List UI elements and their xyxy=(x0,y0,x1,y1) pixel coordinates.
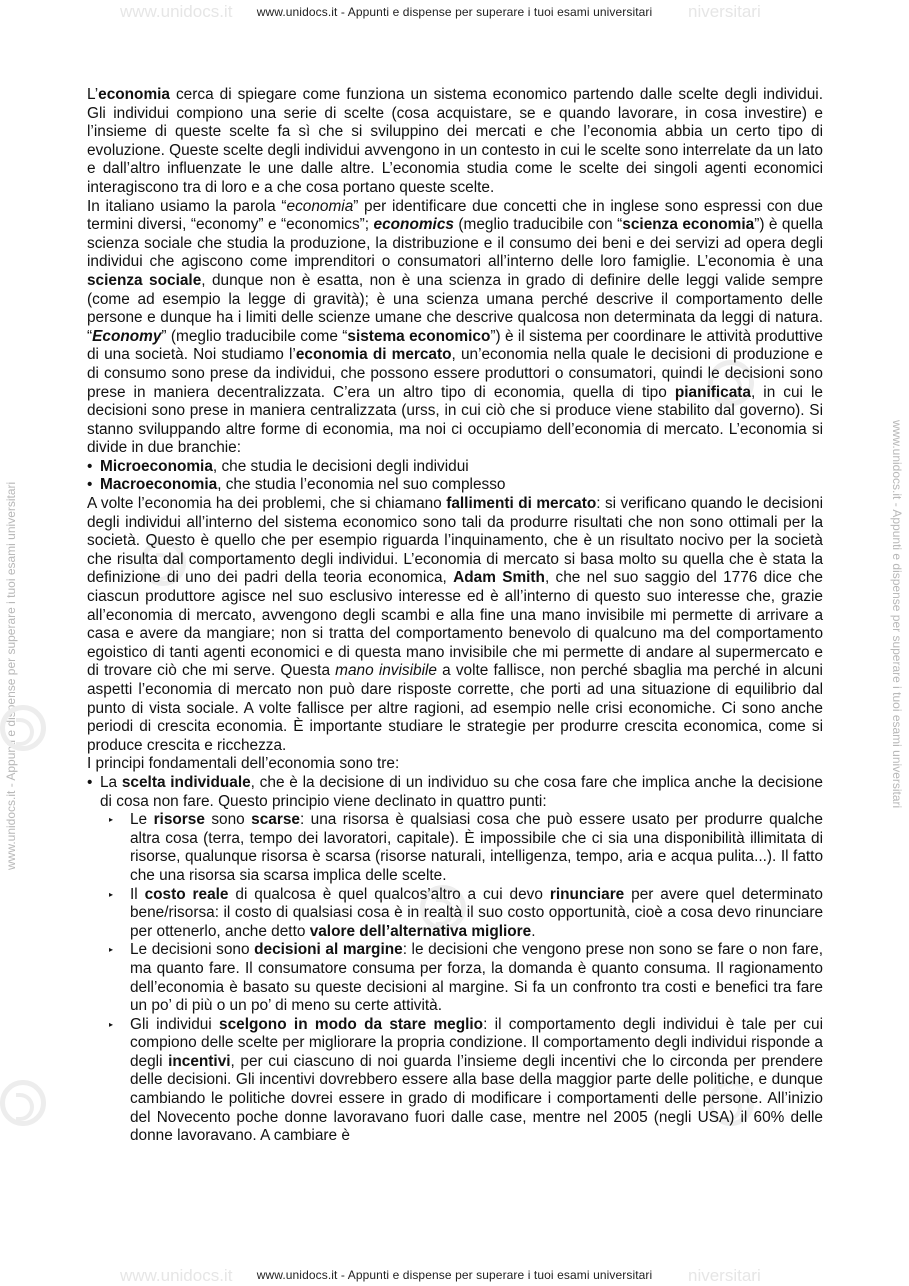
page-footer[interactable]: www.unidocs.it - Appunti e dispense per superare i tuoi esami universitari xyxy=(256,1268,653,1282)
watermark-logo-icon xyxy=(0,1080,46,1126)
watermark-ghost-text: www.unidocs.it xyxy=(120,1266,233,1285)
paragraph-principles-intro: I principi fondamentali dell’economia sono tre: xyxy=(87,755,400,773)
branches-list xyxy=(87,458,823,495)
watermark-ghost-text: www.unidocs.it xyxy=(120,2,233,21)
list-item: ▸ Le risorse sono scarse: una risorsa è qualsiasi cosa che può essere usato per produrre qualche altra cosa (terra, tempo dei lavoratori, capitale). È impossibile che ci sia una disponibilità illimitata di risorse, qualunque risorsa è scarsa (risorse naturali, intelligenza, tempo, aria e acqua pulita...). Il fatto che una risorsa sia scarsa implica delle scelte. xyxy=(100,811,823,885)
page-header[interactable]: www.unidocs.it - Appunti e dispense per superare i tuoi esami universitari xyxy=(256,5,653,19)
watermark-ghost-text: niversitari xyxy=(688,2,761,21)
list-item: ▸ Il costo reale di qualcosa è quel qualcos’altro a cui devo rinunciare per avere quel determinato bene/risorsa: il costo di qualsiasi cosa è in realtà il suo costo opportunità, cioè a cosa devo rinunciare per ottenerlo, anche detto valore dell’alternativa migliore. xyxy=(100,886,823,942)
principles-list xyxy=(87,774,823,1146)
list-item: • Macroeconomia, che studia l’economia nel suo complesso xyxy=(87,476,823,495)
list-item: ▸ Gli individui scelgono in modo da stare meglio: il comportamento degli individui è tale per cui compiono delle scelte per migliorare la propria condizione. Il comportamento degli individui risponde a degli incentivi, per cui ciascuno di noi guarda l’insieme degli incentivi che lo circonda per prendere delle decisioni. Gli incentivi dovrebbero essere alla base della maggior parte delle politiche, e dunque cambiando le politiche dovrei essere in grado di modificare i comportamenti delle persone. All’inizio del Novecento poche donne lavoravano fuori dalle case, mentre nel 2005 (negli USA) il 60% delle donne lavoravano. A cambiare è xyxy=(100,1016,823,1146)
list-item: ▸ Le decisioni sono decisioni al margine: le decisioni che vengono prese non sono se fare o non fare, ma quanto fare. Il consumatore consuma per forza, la domanda è quanto consuma. Il ragionamento dell’economia è basato su queste decisioni al margine. Si fa un confronto tra costi e benefici tra fare un po’ di più o un po’ di meno su certe attività. xyxy=(100,941,823,1015)
list-item: • Microeconomia, che studia le decisioni degli individui xyxy=(87,458,823,477)
watermark-side-text: www.unidocs.it - Appunti e dispense per superare i tuoi esami universitari xyxy=(890,420,904,809)
list-item: • La scelta individuale, che è la decisione di un individuo su che cosa fare che implica anche la decisione di cosa non fare. Questo principio viene declinato in quattro punti: ▸ Le risorse sono scarse: una risorsa è qualsiasi cosa che può essere usato per produrre qualche altra cosa (terra, tempo dei lavoratori, capitale). È impossibile che ci sia una disponibilità illimitata di risorse, qualunque risorsa è scarsa (risorse naturali, intelligenza, tempo, aria e acqua pulita...). Il fatto che una risorsa sia scarsa implica delle scelte. ▸ Il costo reale di qualcosa è quel qualcos’altro a cui devo rinunciare per avere quel determinato bene/risorsa: il costo di qualsiasi cosa è in realtà il suo costo opportunità, cioè a cosa devo rinunciare per ottenerlo, anche detto valore dell’alternativa migliore. ▸ Le decisioni sono decisioni al margine: le decisioni che vengono prese non sono se fare o non fare, ma quanto fare. Il consumatore consuma per forza, la domanda è quanto consuma. Il ragionamento dell’economia è basato su queste decisioni al margine. Si fa un confronto tra costi e benefici tra fare un po’ di più o un po’ di meno su certe attività. ▸ Gli individui scelgono in modo da stare meglio: il comportamento degli individui è tale per cui compiono delle scelte per migliorare la propria condizione. Il comportamento degli individui risponde a degli incentivi, per cui ciascuno di noi guarda l’insieme degli incentivi che lo circonda per prendere delle decisioni. Gli incentivi dovrebbero essere alla base della maggior parte delle politiche, e dunque cambiando le politiche dovrei essere in grado di modificare i comportamenti delle persone. All’inizio del Novecento poche donne lavoravano fuori dalle case, mentre nel 2005 (negli USA) il 60% delle donne lavoravano. A cambiare è xyxy=(87,774,823,1146)
watermark-logo-icon xyxy=(0,705,46,751)
paragraph-intro: L’economia cerca di spiegare come funziona un sistema economico partendo dalle scelte degli individui. Gli individui compiono una serie di scelte (cosa acquistare, se e quando lavorare, in cosa investire) e l’insieme di queste scelte fa sì che si sviluppino dei mercati e che l’economia abbia un certo tipo di evoluzione. Queste scelte degli individui avvengono in un contesto in cui le scelte sono interrelate da un lato e dall’altro influenzate le une dalle altre. L’economia studia come le scelte dei singoli agenti economici interagiscono tra di loro e a che cosa portano queste scelte. xyxy=(87,86,823,196)
watermark-side-text: www.unidocs.it - Appunti e dispense per superare i tuoi esami universitari xyxy=(4,481,18,870)
paragraph-market-failures: A volte l’economia ha dei problemi, che si chiamano fallimenti di mercato: si verificano quando le decisioni degli individui all’interno del sistema economico sono tali da produrre risultati che non sono ottimali per la società. Questo è quello che per esempio riguarda l’inquinamento, che è un risultato nocivo per la società che risulta dal comportamento degli individui. L’economia di mercato si basa molto su quella che è stata la definizione di uno dei padri della teoria economica, Adam Smith, che nel suo saggio del 1776 dice che ciascun produttore agisce nel suo esclusivo interesse ed è all’interno di questo suo interesse che, grazie all’economia di mercato, avvengono degli scambi e alla fine una mano invisibile mi permette di arrivare a casa e avere da mangiare; non si tratta del comportamento benevolo di qualcuno ma del comportamento egoistico di tanti agenti economici e di questa mano invisibile che mi permette di andare al supermercato e di trovare ciò che mi serve. Questa mano invisibile a volte fallisce, non perché sbaglia ma perché in alcuni aspetti l’economia di mercato non può dare risposte corrette, che porti ad una situazione di equilibrio dal punto di vista sociale. A volte fallisce per altre ragioni, ad esempio nelle crisi economiche. Ci sono anche periodi di crescita economia. È importante studiare le strategie per produrre crescita economica, come si produce crescita e ricchezza. xyxy=(87,495,823,754)
paragraph-definitions: In italiano usiamo la parola “economia” per identificare due concetti che in inglese sono espressi con due termini diversi, “economy” e “economics”; economics (meglio traducibile con “scienza economia”) è quella scienza sociale che studia la produzione, la distribuzione e il consumo dei beni e dei servizi ad opera degli individui che agiscono come imprenditori o consumatori all’interno delle loro famiglie. L’economia è una scienza sociale, dunque non è esatta, non è una scienza in grado di definire delle leggi valide sempre (come ad esempio la legge di gravità); è una scienza umana perché descrive il comportamento delle persone e dunque ha i limiti delle scienze umane che descrive qualcosa non determinata da leggi di natura. “Economy” (meglio traducibile come “sistema economico”) è il sistema per coordinare le attività produttive di una società. Noi studiamo l’economia di mercato, un’economia nella quale le decisioni di produzione e di consumo sono prese da individui, che possono essere produttori o consumatori, quindi le decisioni sono prese in maniera decentralizzata. C’era un altro tipo di economia, quella di tipo pianificata, in cui le decisioni sono prese in maniera centralizzata (urss, in cui ciò che si produce viene stabilito dal governo). Si stanno sviluppando altre forme di economia, ma noi ci occupiamo dell’economia di mercato. L’economia si divide in due branchie: xyxy=(87,197,824,457)
watermark-ghost-text: niversitari xyxy=(688,1266,761,1285)
sub-points-list xyxy=(100,811,823,1146)
document-body xyxy=(87,86,823,1146)
